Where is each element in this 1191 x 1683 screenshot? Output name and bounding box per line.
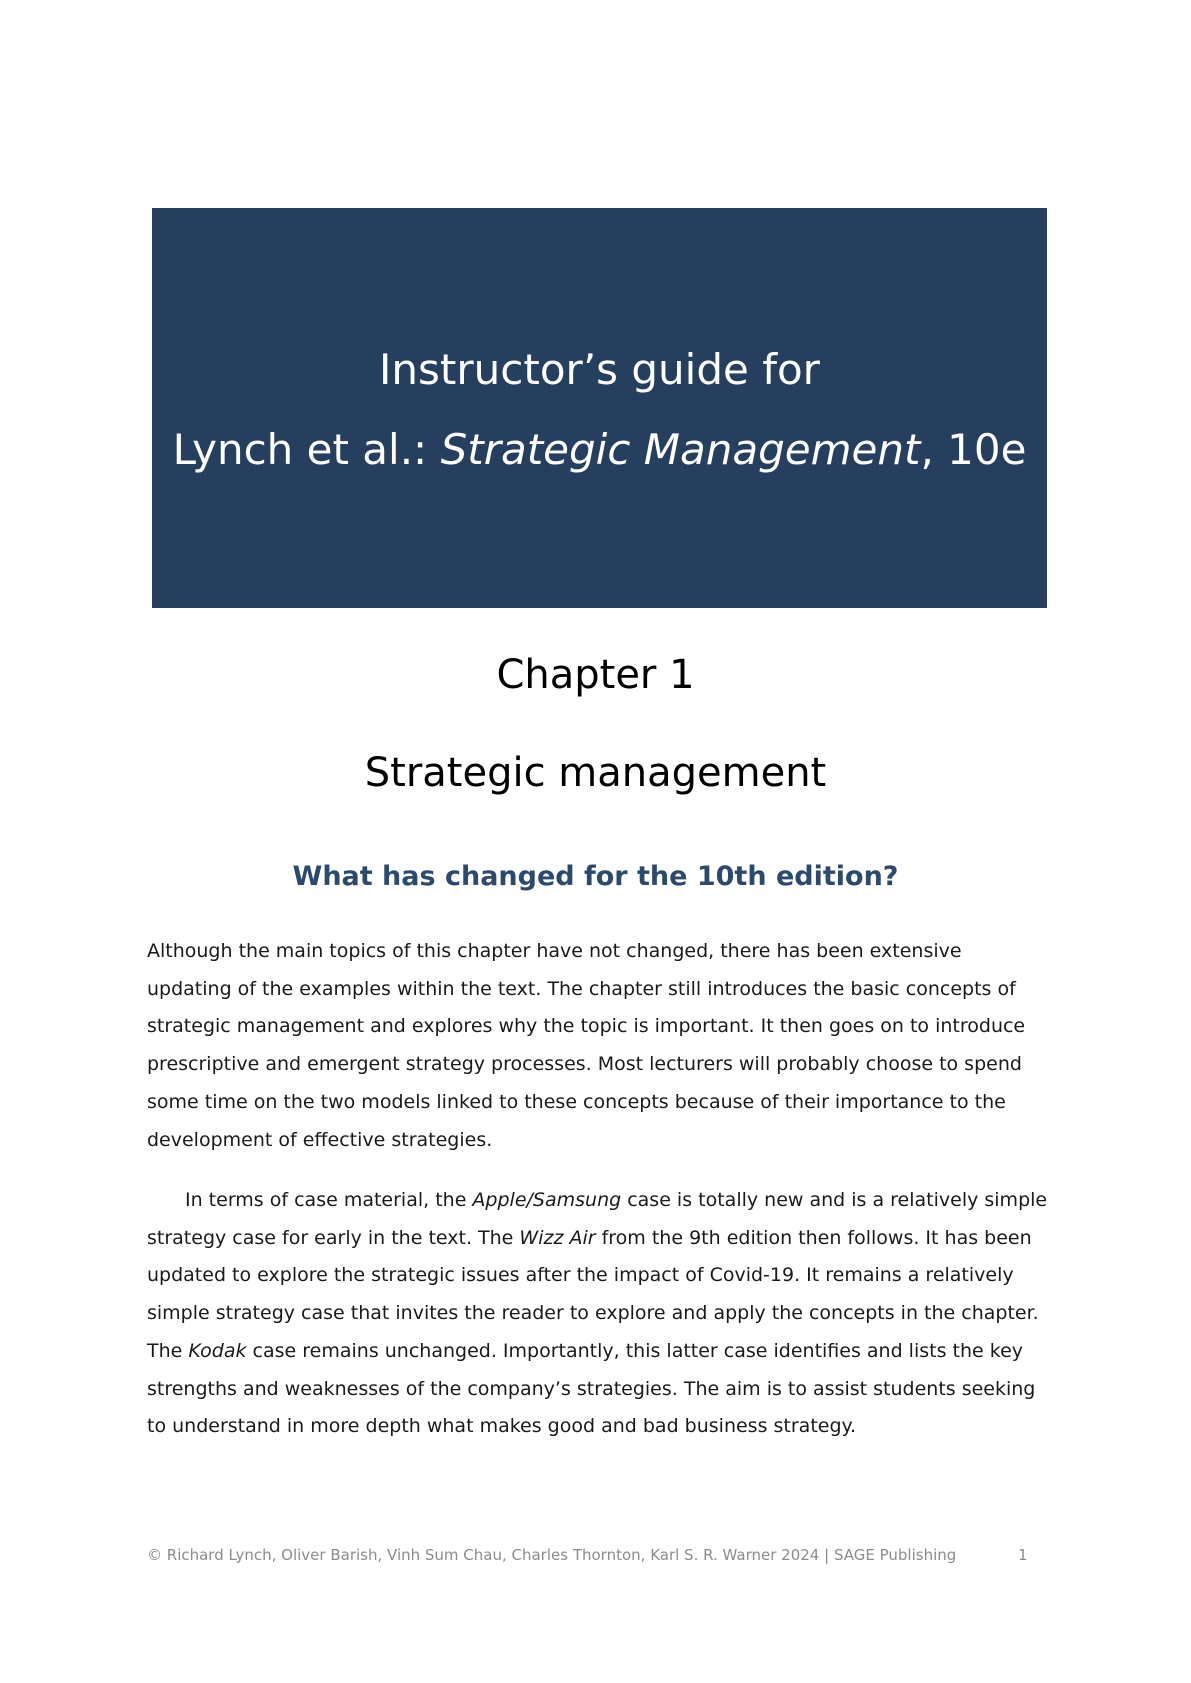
section-heading: What has changed for the 10th edition?: [292, 861, 899, 892]
book-title: Strategic Management: [440, 425, 921, 474]
chapter-number: Chapter 1: [496, 652, 695, 698]
body-paragraph-1: Although the main topics of this chapter have not changed, there has been extensive updating of the examples within the text. The chapter still introduces the basic concepts of strategic management and explores why the topic is important. It then goes on to introduce prescriptive and emergent strategy processes. Most lecturers will probably choose to spend some time on the two models linked to these concepts because of their importance to the development of effective strategies.: [147, 940, 1026, 1151]
chapter-title: Strategic management: [364, 750, 827, 796]
banner-title-line1: Instructor’s guide for: [379, 345, 820, 394]
title-banner: [152, 208, 1047, 608]
body-paragraph-2: [147, 1182, 1052, 1446]
case-name-wizz-air: Wizz Air: [519, 1226, 596, 1249]
footer-copyright: © Richard Lynch, Oliver Barish, Vinh Sum Chau, Charles Thornton, Karl S. R. Warner 2024 | SAGE Publishing: [147, 1546, 957, 1564]
banner-title-line2: [152, 422, 1047, 478]
paragraph-text: from the 9th edition then follows. It has been updated to explore the strategic issues after the impact of Covid-19. It remains a relatively simple strategy case that invites the reader to explore and apply the concepts in the chapter. The: [147, 1226, 1039, 1362]
paragraph-text: In terms of case material, the: [185, 1189, 473, 1211]
paragraph-text: case is totally new and is a relatively simple strategy case for early in the text. The: [147, 1189, 1048, 1249]
paragraph-text: case remains unchanged. Importantly, this latter case identifies and lists the key strengths and weaknesses of the company’s strategies. The aim is to assist students seeking to understand in more depth what makes good and bad business strategy.: [147, 1339, 1036, 1438]
case-name-apple-samsung: Apple/Samsung: [472, 1189, 622, 1211]
edition: , 10e: [920, 425, 1027, 474]
case-name-kodak: Kodak: [188, 1339, 247, 1362]
page-number: 1: [1018, 1546, 1028, 1564]
banner-authors: Lynch et al.:: [172, 425, 441, 474]
